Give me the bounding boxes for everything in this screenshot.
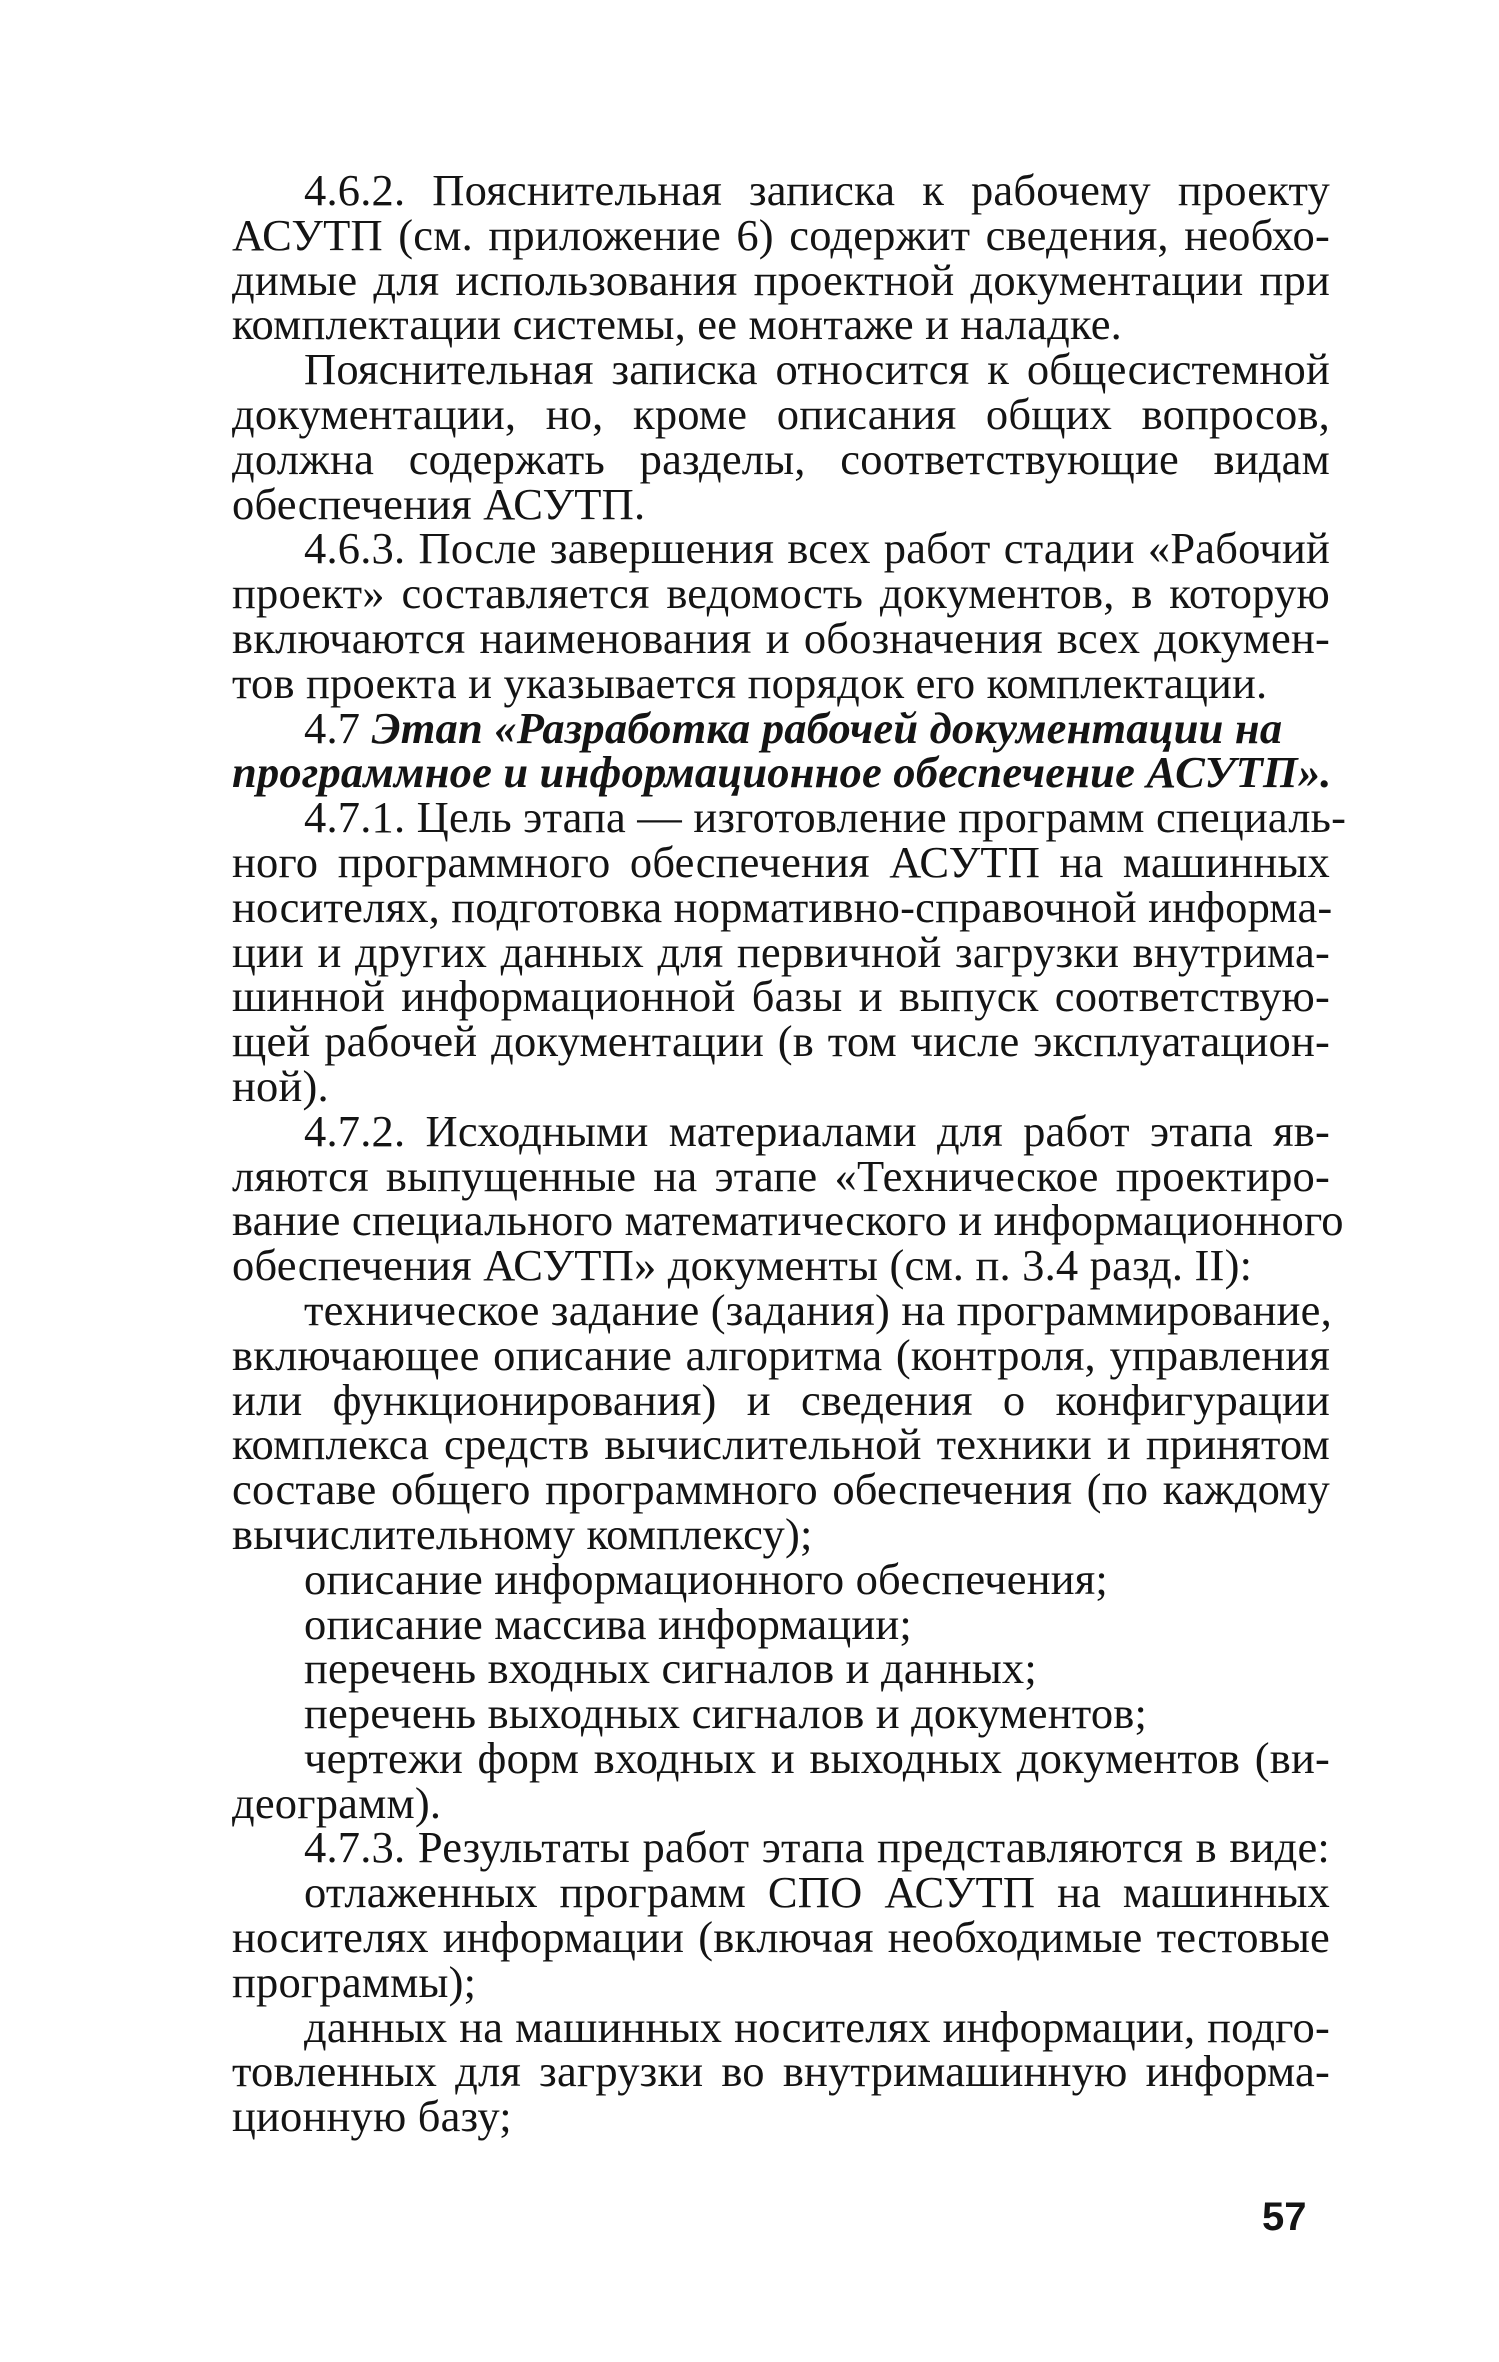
text-line: включаются наименования и обозначения всех докумен- (232, 612, 1330, 663)
list-item-debugged-programs (160, 1867, 1330, 2007)
paragraph-4-7-1 (160, 792, 1347, 1111)
text-line: щей рабочей документации (в том числе эксплуатацион- (232, 1016, 1330, 1067)
list-item-form-drawings (160, 1732, 1330, 1828)
text-line: обеспечения АСУТП» документы (см. п. 3.4 разд. II): (232, 1240, 1253, 1291)
page-number: 57 (1262, 2195, 1307, 2239)
text-line: ционную базу; (232, 2091, 512, 2142)
text-line: АСУТП (см. приложение 6) содержит сведения, необхо- (232, 209, 1330, 260)
text-line: чертежи форм входных и выходных документов (ви- (304, 1732, 1330, 1783)
text-line: или функционирования) и сведения о конфигурации (232, 1374, 1330, 1425)
text-line: проект» составляется ведомость документов, в которую (232, 568, 1330, 619)
text-line: техническое задание (задания) на программирование, (304, 1284, 1332, 1335)
text-line: носителях информации (включая необходимые тестовые (232, 1912, 1330, 1963)
text-line: носителях, подготовка нормативно-справочной информа- (232, 881, 1333, 932)
list-item-info-support (160, 1553, 1330, 1604)
text-line: комплекса средств вычислительной техники и принятом (232, 1419, 1330, 1470)
text-line: перечень выходных сигналов и документов; (304, 1688, 1148, 1739)
text-line: 4.6.2. Пояснительная записка к рабочему проекту (304, 165, 1330, 215)
text-line: 4.7.3. Результаты работ этапа представляются в виде: (304, 1822, 1330, 1873)
text-line: товленных для загрузки во внутримашинную информа- (232, 2046, 1330, 2097)
paragraph-4-7-2 (160, 1105, 1344, 1291)
text-line: вание специального математического и информационного (232, 1195, 1344, 1246)
paragraph-explanatory-note (160, 344, 1330, 529)
text-line: 4.6.3. После завершения всех работ стадии «Рабочий (304, 523, 1330, 574)
text-line: димые для использования проектной документации при (232, 254, 1330, 305)
text-line: деограмм). (232, 1777, 442, 1828)
text-line: должна содержать разделы, соответствующие видам (232, 433, 1330, 484)
text-line: Пояснительная записка относится к общесистемной (304, 344, 1330, 395)
text-line: документации, но, кроме описания общих вопросов, (232, 388, 1330, 439)
text-line: отлаженных программ СПО АСУТП на машинных (304, 1867, 1330, 1918)
document-body (160, 165, 1347, 2142)
text-line: тов проекта и указывается порядок его комплектации. (232, 657, 1268, 708)
list-item-machine-data (160, 2001, 1330, 2142)
paragraph-4-7-3 (160, 1822, 1330, 1873)
list-item-input-signals (160, 1643, 1330, 1694)
heading-line: программное и информационное обеспечение АСУТП». (232, 747, 1332, 798)
text-line: описание информационного обеспечения; (304, 1553, 1108, 1604)
text-line: шинной информационной базы и выпуск соответствую- (232, 971, 1330, 1022)
text-line: описание массива информации; (304, 1598, 912, 1649)
list-item-technical-task (160, 1284, 1332, 1559)
list-item-output-signals (160, 1688, 1330, 1739)
text-line: 4.7.1. Цель этапа — изготовление программ специаль- (304, 792, 1347, 843)
paragraph-4-6-2 (160, 165, 1330, 350)
text-line: программы); (232, 1956, 477, 2007)
text-line: ной). (232, 1060, 329, 1111)
heading-text: Этап «Разработка рабочей документации на (371, 702, 1283, 753)
text-line: ного программного обеспечения АСУТП на машинных (232, 836, 1330, 887)
text-line: ции и других данных для первичной загрузки внутрима- (232, 926, 1330, 977)
text-line: 4.7.2. Исходными материалами для работ этапа яв- (304, 1105, 1330, 1156)
text-line: обеспечения АСУТП. (232, 478, 646, 529)
text-line: составе общего программного обеспечения (по каждому (232, 1464, 1330, 1515)
text-line: вычислительному комплексу); (232, 1508, 813, 1559)
heading-line (160, 702, 1330, 753)
text-line: ляются выпущенные на этапе «Техническое проектиро- (232, 1150, 1330, 1201)
text-line: включающее описание алгоритма (контроля, управления (232, 1329, 1330, 1380)
text-line: данных на машинных носителях информации, подго- (304, 2001, 1330, 2052)
text-line: перечень входных сигналов и данных; (304, 1643, 1037, 1694)
section-heading-4-7 (160, 702, 1332, 798)
paragraph-4-6-3 (160, 523, 1330, 708)
list-item-data-array (160, 1598, 1330, 1649)
heading-number: 4.7 (304, 702, 361, 753)
text-line: комплектации системы, ее монтаже и наладке. (232, 299, 1122, 350)
